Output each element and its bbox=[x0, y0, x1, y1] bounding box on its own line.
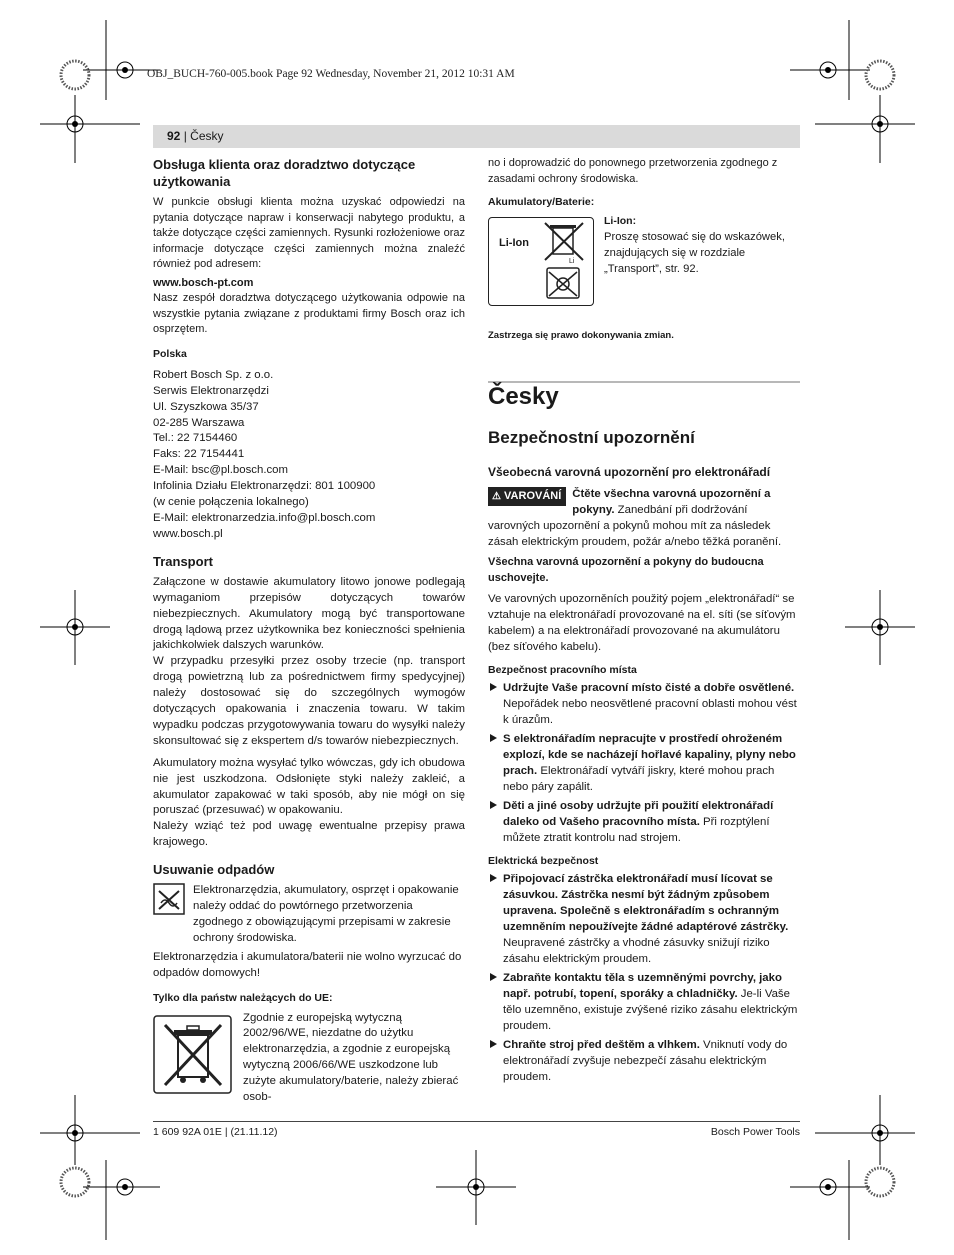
address-line: Serwis Elektronarzędzi bbox=[153, 384, 269, 397]
address-line: 02-285 Warszawa bbox=[153, 416, 245, 429]
warning-text: Zanedbání při dodržování varovných upozornění a pokynů mohou mít za následek zásah elektrickým proudem, požár a/nebo těžká poranění. bbox=[488, 504, 782, 548]
list-item bbox=[488, 1037, 800, 1085]
list-item bbox=[488, 731, 800, 795]
eu-row bbox=[153, 1011, 465, 1106]
address-line: www.bosch.pl bbox=[153, 527, 223, 540]
bullet-arrow-icon bbox=[490, 874, 497, 882]
address-line: (w cenie połączenia lokalnego) bbox=[153, 496, 309, 509]
bullet-arrow-icon bbox=[490, 683, 497, 691]
country-heading: Polska bbox=[153, 347, 187, 360]
footer-document-id: 1 609 92A 01E | (21.11.12) bbox=[153, 1126, 278, 1138]
list-item-bold: Udržujte Vaše pracovní místo čisté a dobře osvětlené. bbox=[503, 682, 795, 694]
transport-paragraph-4: Należy wziąć też pod uwagę ewentualne przepisy prawa krajowego. bbox=[153, 820, 465, 849]
left-column bbox=[153, 156, 465, 1109]
liion-title: Li-Ion: bbox=[604, 215, 637, 227]
list-item-bold: Připojovací zástrčka elektronářadí musí lícovat se zásuvkou. Zástrčka nesmí být žádným způsobem upravena. Společně s elektronářadím s ochranným uzemněním nepoužívejte žádné adaptérové zástrčky. bbox=[503, 873, 789, 933]
warning-badge-label: VAROVÁNÍ bbox=[504, 490, 562, 502]
disposal-row bbox=[153, 883, 465, 947]
list-item bbox=[488, 680, 800, 728]
page-header-text bbox=[167, 129, 224, 143]
list-item-bold: Děti a jiné osoby udržujte při použití elektronářadí daleko od Vašeho pracovního místa. bbox=[503, 800, 774, 828]
service-title: Obsługa klienta oraz doradztwo dotyczące użytkowania bbox=[153, 157, 416, 189]
liion-small-label: Li bbox=[569, 258, 575, 265]
address-line: Tel.: 22 7154460 bbox=[153, 432, 238, 445]
disposal-title: Usuwanie odpadów bbox=[153, 862, 275, 878]
service-text: W punkcie obsługi klienta można uzyskać odpowiedzi na pytania dotyczące napraw i konserwacji nabytego produktu, a także dotyczące części zamiennych. Rysunki rozłożeniowe oraz informacje dotyczące części zamiennych można znaleźć również pod adresem: bbox=[153, 196, 465, 270]
list-item-text: Nepořádek nebo neosvětlené pracovní oblasti mohou vést k úrazům. bbox=[503, 698, 797, 726]
battery-title: Akumulatory/Baterie: bbox=[488, 196, 595, 208]
header-separator: | bbox=[180, 129, 191, 143]
safety-title: Bezpečnostní upozornění bbox=[488, 428, 695, 447]
address-line: Infolinia Działu Elektronarzędzi: 801 100900 bbox=[153, 480, 376, 493]
address-line: E-Mail: bsc@pl.bosch.com bbox=[153, 464, 289, 477]
electrical-title: Elektrická bezpečnost bbox=[488, 855, 599, 867]
continued-text: no i doprowadzić do ponownego przetworzenia zgodnego z zasadami ochrony środowiska. bbox=[488, 157, 778, 185]
disposal-paragraph-1: Elektronarzędzia, akumulatory, osprzęt i opakowanie należy oddać do powtórnego przetworzenia zgodnego z obowiązującymi przepisami w zakresie ochrony środowiska. bbox=[193, 884, 459, 944]
transport-paragraph-3: Akumulatory można wysyłać tylko wówczas, gdy ich obudowa nie jest uszkodzona. Odsłonięte styki należy zakleić, a akumulator zapakować w taki sposób, aby nie mógł on się poruszać (przesuwać) w opakowaniu. bbox=[153, 756, 465, 817]
eu-title: Tylko dla państw należących do UE: bbox=[153, 991, 333, 1004]
transport-title: Transport bbox=[153, 553, 213, 569]
work-area-title: Bezpečnost pracovního místa bbox=[488, 664, 637, 676]
liion-note bbox=[604, 214, 800, 278]
bullet-arrow-icon bbox=[490, 801, 497, 809]
footer-rule bbox=[153, 1121, 800, 1122]
list-item-text: Vniknutí vody do elektronářadí zvyšuje nebezpečí zásahu elektrickým proudem. bbox=[503, 1039, 788, 1083]
address-block bbox=[153, 368, 465, 543]
safety-column bbox=[488, 464, 800, 1088]
service-url[interactable]: www.bosch-pt.com bbox=[153, 276, 254, 289]
page-header bbox=[153, 125, 800, 148]
keep-instructions: Všechna varovná upozornění a pokyny do budoucna uschovejte. bbox=[488, 556, 764, 584]
list-item bbox=[488, 970, 800, 1034]
bullet-arrow-icon bbox=[490, 734, 497, 742]
warning-bold: Čtěte všechna varovná upozornění a pokyny. bbox=[572, 488, 771, 516]
liion-label: Li-Ion bbox=[499, 237, 529, 249]
section-title: Česky bbox=[488, 383, 559, 410]
address-line: E-Mail: elektronarzedzia.info@pl.bosch.com bbox=[153, 511, 376, 524]
crossed-battery-bin-icon bbox=[541, 220, 587, 302]
transport-paragraph-2: W przypadku przesyłki przez osoby trzecie (np. transport drogą powietrzną lub za pośrednictwem firmy spedycyjnej) należy dostosować się do szczególnych wymogów dotyczących opakowania i znaczenia towaru. W takim wypadku podczas przygotowywania towaru do wysyłki należy skonsultować się z ekspertem d/s towarów niebezpiecznych. bbox=[153, 655, 465, 747]
list-item-bold: Zabraňte kontaktu těla s uzemněnými povrchy, jako např. potrubí, topení, sporáky a chladničky. bbox=[503, 972, 782, 1000]
warning-badge bbox=[488, 487, 566, 506]
list-item-text: Neupravené zástrčky a vhodné zásuvky snižují riziko zásahu elektrickým proudem. bbox=[503, 937, 770, 965]
term-text: Ve varovných upozorněních použitý pojem „elektronářadí“ se vztahuje na elektronářadí provozované na el. síti (se síťovým kabelem) a na elektronářadí provozované na akumulátoru (bez síťového kabelu). bbox=[488, 593, 796, 653]
list-item-text: Při rozptýlení můžete ztratit kontrolu nad strojem. bbox=[503, 816, 770, 844]
warning-triangle-icon: ⚠ bbox=[492, 491, 501, 502]
list-item bbox=[488, 798, 800, 846]
header-language: Česky bbox=[190, 129, 224, 143]
warning-paragraph bbox=[488, 486, 800, 550]
address-line: Ul. Szyszkowa 35/37 bbox=[153, 400, 259, 413]
list-item-text: Elektronářadí vytváří jiskry, které mohou prach nebo páry zapálit. bbox=[503, 765, 775, 793]
footer-brand: Bosch Power Tools bbox=[710, 1126, 800, 1138]
crossed-bin-icon bbox=[153, 1015, 232, 1094]
liion-symbol-box bbox=[488, 217, 594, 306]
list-item bbox=[488, 871, 800, 967]
eu-text: Zgodnie z europejską wytyczną 2002/96/WE, niezdatne do użytku elektronarzędzia, a zgodnie z europejską wytyczną 2006/66/WE uszkodzone lub zużyte akumulatory/baterie, należy zbierać osob- bbox=[243, 1011, 459, 1104]
transport-paragraph-1: Załączone w dostawie akumulatory litowo jonowe podlegają wymaganiom przepisów dotyczących towarów niebezpiecznych. Akumulatory mogą być transportowane drogą lądową przez użytkownika bez konieczności spełnienia jakichkolwiek dalszych warunków. bbox=[153, 575, 465, 652]
bullet-arrow-icon bbox=[490, 973, 497, 981]
recycle-tools-icon bbox=[153, 883, 185, 915]
service-text-2: Nasz zespół doradztwa dotyczącego użytkowania odpowie na wszystkie pytania związane z produktami firmy Bosch oraz ich osprzętem. bbox=[153, 292, 465, 336]
list-item-bold: S elektronářadím nepracujte v prostředí ohroženém explozí, kde se nacházejí hořlavé kapaliny, plyny nebo prach. bbox=[503, 733, 796, 777]
address-line: Faks: 22 7154441 bbox=[153, 448, 245, 461]
right-column bbox=[488, 156, 800, 215]
file-info: OBJ_BUCH-760-005.book Page 92 Wednesday, November 21, 2012 10:31 AM bbox=[147, 68, 515, 80]
address-line: Robert Bosch Sp. z o.o. bbox=[153, 368, 274, 381]
reserve-note: Zastrzega się prawo dokonywania zmian. bbox=[488, 330, 674, 341]
list-item-text: Je-li Vaše tělo uzemněno, existuje zvýšené riziko zásahu elektrickým proudem. bbox=[503, 988, 798, 1032]
list-item-bold: Chraňte stroj před deštěm a vlhkem. bbox=[503, 1039, 700, 1051]
general-title: Všeobecná varovná upozornění pro elektronářadí bbox=[488, 465, 771, 479]
page-number: 92 bbox=[167, 129, 181, 143]
bullet-arrow-icon bbox=[490, 1040, 497, 1048]
liion-text: Proszę stosować się do wskazówek, znajdujących się w rozdziale „Transport”, str. 92. bbox=[604, 230, 785, 275]
disposal-paragraph-2: Elektronarzędzia i akumulatora/baterii nie wolno wyrzucać do odpadów domowych! bbox=[153, 950, 462, 979]
